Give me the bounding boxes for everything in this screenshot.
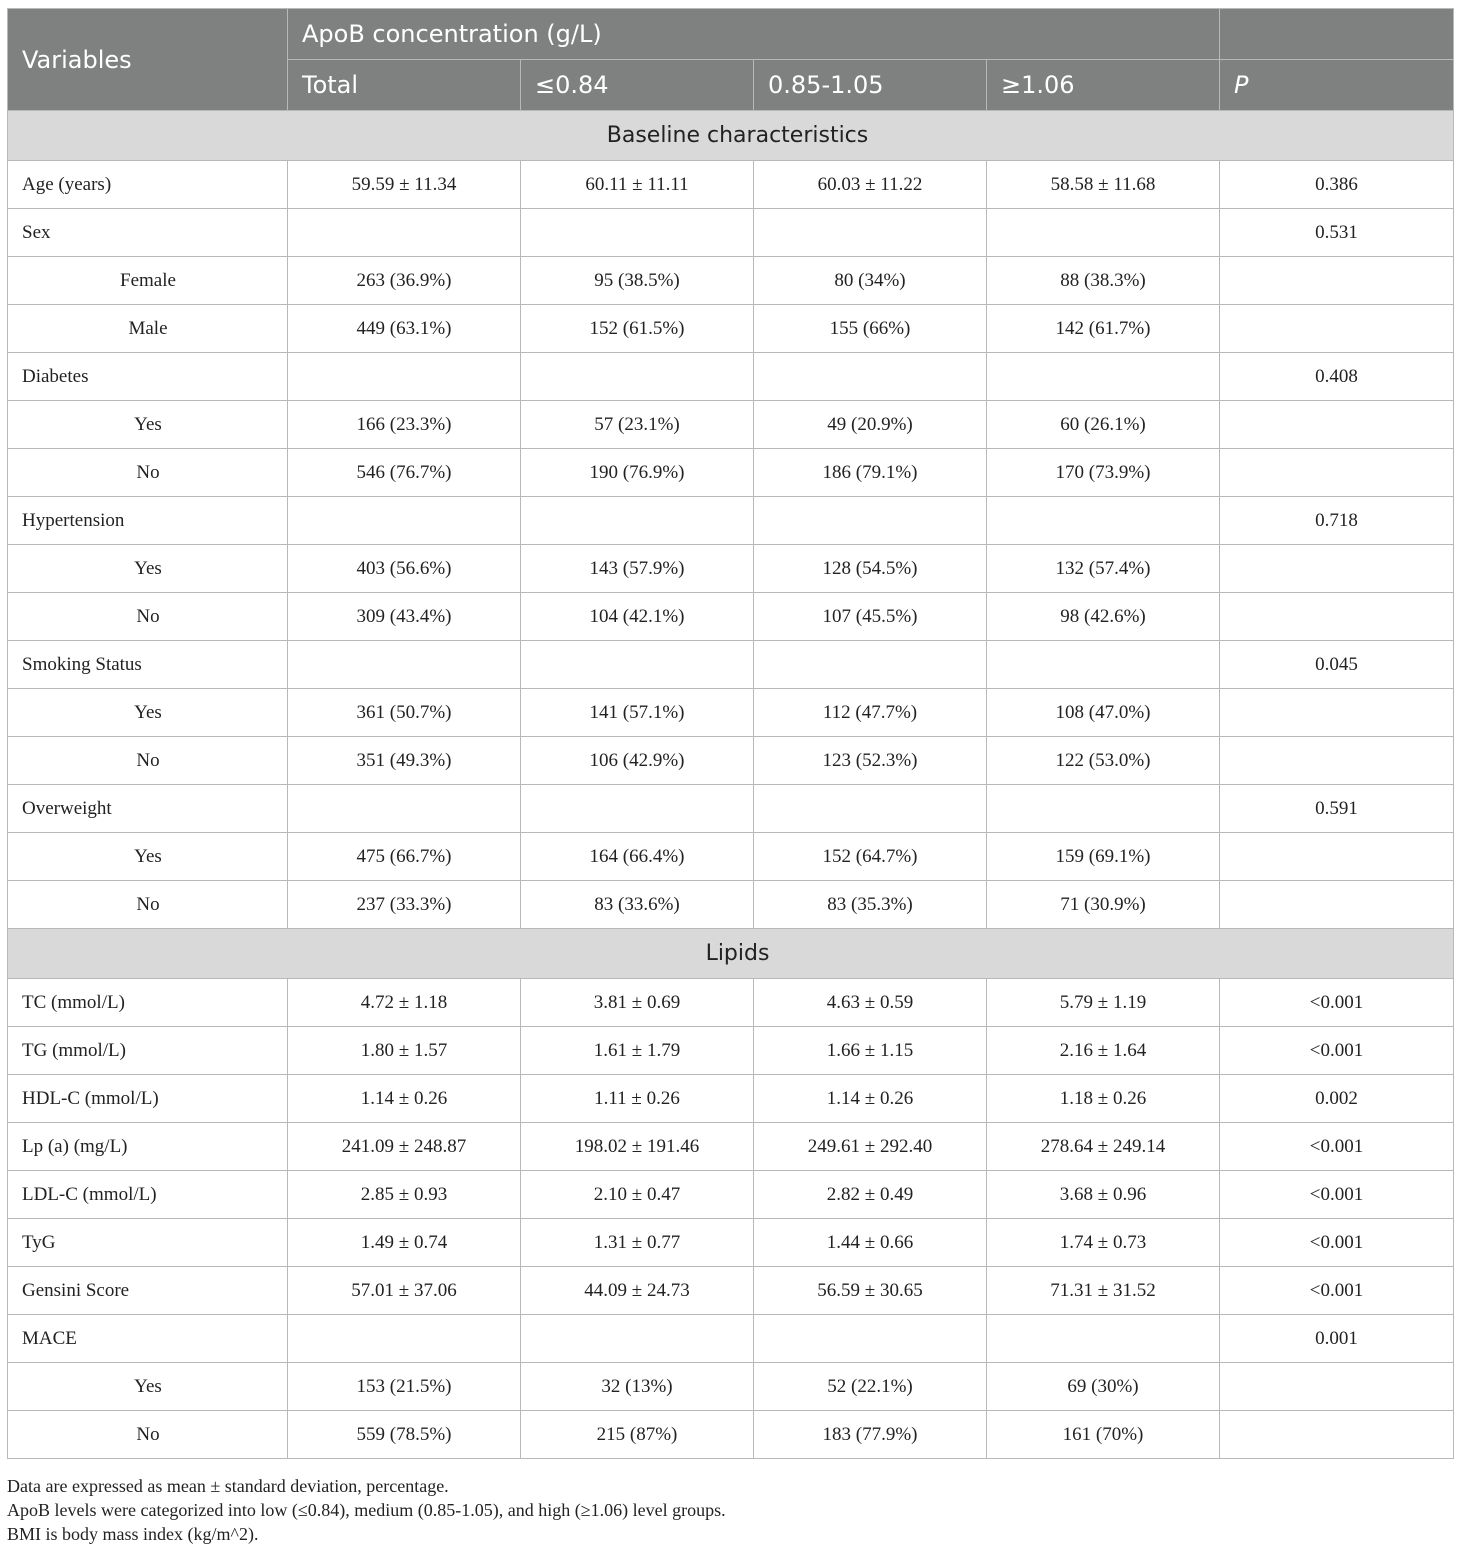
p-value-cell: 0.001: [1220, 1315, 1454, 1363]
value-cell: [521, 1315, 754, 1363]
value-cell: 83 (33.6%): [521, 881, 754, 929]
table-row: [8, 1075, 1454, 1123]
value-cell: 60.11 ± 11.11: [521, 161, 754, 209]
row-sublabel: [8, 449, 288, 497]
table-row: [8, 979, 1454, 1027]
row-label: Smoking Status: [8, 641, 288, 689]
p-value-cell: <0.001: [1220, 1171, 1454, 1219]
value-cell: 190 (76.9%): [521, 449, 754, 497]
value-cell: 1.14 ± 0.26: [754, 1075, 987, 1123]
row-label: Overweight: [8, 785, 288, 833]
table-row: [8, 833, 1454, 881]
value-cell: [288, 1315, 521, 1363]
row-sublabel-text: No: [136, 749, 160, 771]
row-sublabel: [8, 1411, 288, 1459]
table-row: [8, 401, 1454, 449]
value-cell: 309 (43.4%): [288, 593, 521, 641]
table-row: [8, 689, 1454, 737]
value-cell: 71 (30.9%): [987, 881, 1220, 929]
value-cell: 123 (52.3%): [754, 737, 987, 785]
header-variables: Variables: [8, 9, 288, 111]
section-title: Baseline characteristics: [8, 111, 1454, 161]
value-cell: 1.80 ± 1.57: [288, 1027, 521, 1075]
value-cell: 161 (70%): [987, 1411, 1220, 1459]
value-cell: [288, 785, 521, 833]
value-cell: 59.59 ± 11.34: [288, 161, 521, 209]
p-value-cell: [1220, 689, 1454, 737]
table-row: [8, 593, 1454, 641]
value-cell: [987, 785, 1220, 833]
value-cell: 71.31 ± 31.52: [987, 1267, 1220, 1315]
p-value-cell: 0.591: [1220, 785, 1454, 833]
p-value-cell: [1220, 1363, 1454, 1411]
header-blank: [1220, 9, 1454, 60]
p-value-cell: <0.001: [1220, 979, 1454, 1027]
table-row: [8, 1027, 1454, 1075]
value-cell: 166 (23.3%): [288, 401, 521, 449]
row-label: Sex: [8, 209, 288, 257]
note-line: Data are expressed as mean ± standard deviation, percentage.: [7, 1476, 449, 1496]
value-cell: 88 (38.3%): [987, 257, 1220, 305]
row-sublabel: [8, 881, 288, 929]
row-label: Diabetes: [8, 353, 288, 401]
value-cell: [987, 641, 1220, 689]
value-cell: 152 (64.7%): [754, 833, 987, 881]
row-label: MACE: [8, 1315, 288, 1363]
value-cell: 2.82 ± 0.49: [754, 1171, 987, 1219]
table-row: [8, 1123, 1454, 1171]
header-low: ≤0.84: [521, 60, 754, 111]
value-cell: 159 (69.1%): [987, 833, 1220, 881]
value-cell: 57.01 ± 37.06: [288, 1267, 521, 1315]
table-header: [8, 9, 1454, 111]
value-cell: 95 (38.5%): [521, 257, 754, 305]
value-cell: 1.11 ± 0.26: [521, 1075, 754, 1123]
value-cell: [987, 497, 1220, 545]
value-cell: 52 (22.1%): [754, 1363, 987, 1411]
value-cell: 4.72 ± 1.18: [288, 979, 521, 1027]
value-cell: 60.03 ± 11.22: [754, 161, 987, 209]
p-value-cell: <0.001: [1220, 1267, 1454, 1315]
header-group-title: ApoB concentration (g/L): [288, 9, 1220, 60]
row-sublabel-text: Yes: [134, 413, 162, 435]
value-cell: 263 (36.9%): [288, 257, 521, 305]
p-value-cell: [1220, 1411, 1454, 1459]
value-cell: 278.64 ± 249.14: [987, 1123, 1220, 1171]
table-row: [8, 1315, 1454, 1363]
value-cell: 32 (13%): [521, 1363, 754, 1411]
value-cell: 198.02 ± 191.46: [521, 1123, 754, 1171]
row-label: LDL-C (mmol/L): [8, 1171, 288, 1219]
table-row: [8, 737, 1454, 785]
row-sublabel-text: No: [136, 893, 160, 915]
value-cell: 1.49 ± 0.74: [288, 1219, 521, 1267]
value-cell: [521, 353, 754, 401]
table-row: [8, 1363, 1454, 1411]
row-sublabel: [8, 593, 288, 641]
value-cell: [288, 209, 521, 257]
p-value-cell: <0.001: [1220, 1027, 1454, 1075]
value-cell: 83 (35.3%): [754, 881, 987, 929]
row-label: HDL-C (mmol/L): [8, 1075, 288, 1123]
row-sublabel-text: Yes: [134, 701, 162, 723]
p-value-cell: [1220, 593, 1454, 641]
value-cell: 449 (63.1%): [288, 305, 521, 353]
value-cell: 60 (26.1%): [987, 401, 1220, 449]
table-row: [8, 785, 1454, 833]
value-cell: 106 (42.9%): [521, 737, 754, 785]
p-value-cell: 0.718: [1220, 497, 1454, 545]
value-cell: 1.14 ± 0.26: [288, 1075, 521, 1123]
table-row: [8, 161, 1454, 209]
value-cell: 80 (34%): [754, 257, 987, 305]
header-total: Total: [288, 60, 521, 111]
value-cell: [521, 785, 754, 833]
note-line: BMI is body mass index (kg/m^2).: [7, 1524, 259, 1544]
value-cell: 4.63 ± 0.59: [754, 979, 987, 1027]
table-container: [7, 8, 1453, 1459]
value-cell: 141 (57.1%): [521, 689, 754, 737]
row-sublabel: [8, 689, 288, 737]
p-value-cell: 0.408: [1220, 353, 1454, 401]
header-p: P: [1220, 60, 1454, 111]
row-sublabel: [8, 1363, 288, 1411]
table-row: [8, 353, 1454, 401]
p-value-cell: 0.002: [1220, 1075, 1454, 1123]
value-cell: 98 (42.6%): [987, 593, 1220, 641]
row-label: TG (mmol/L): [8, 1027, 288, 1075]
value-cell: 5.79 ± 1.19: [987, 979, 1220, 1027]
value-cell: 2.16 ± 1.64: [987, 1027, 1220, 1075]
value-cell: 44.09 ± 24.73: [521, 1267, 754, 1315]
value-cell: 1.31 ± 0.77: [521, 1219, 754, 1267]
p-value-cell: <0.001: [1220, 1123, 1454, 1171]
row-sublabel-text: No: [136, 461, 160, 483]
value-cell: 112 (47.7%): [754, 689, 987, 737]
row-sublabel: [8, 545, 288, 593]
value-cell: 1.44 ± 0.66: [754, 1219, 987, 1267]
table-row: [8, 305, 1454, 353]
row-label: TC (mmol/L): [8, 979, 288, 1027]
value-cell: 49 (20.9%): [754, 401, 987, 449]
value-cell: [521, 497, 754, 545]
value-cell: 186 (79.1%): [754, 449, 987, 497]
p-value-cell: [1220, 401, 1454, 449]
value-cell: 3.81 ± 0.69: [521, 979, 754, 1027]
table-row: [8, 1219, 1454, 1267]
value-cell: 183 (77.9%): [754, 1411, 987, 1459]
value-cell: 152 (61.5%): [521, 305, 754, 353]
value-cell: [288, 641, 521, 689]
p-value-cell: [1220, 545, 1454, 593]
row-label: Age (years): [8, 161, 288, 209]
value-cell: 215 (87%): [521, 1411, 754, 1459]
section-title: Lipids: [8, 929, 1454, 979]
value-cell: 237 (33.3%): [288, 881, 521, 929]
value-cell: 57 (23.1%): [521, 401, 754, 449]
row-label: Gensini Score: [8, 1267, 288, 1315]
p-value-cell: [1220, 305, 1454, 353]
row-sublabel: [8, 305, 288, 353]
value-cell: [754, 209, 987, 257]
value-cell: [521, 209, 754, 257]
value-cell: [754, 785, 987, 833]
value-cell: 170 (73.9%): [987, 449, 1220, 497]
table-row: [8, 257, 1454, 305]
p-value-cell: 0.531: [1220, 209, 1454, 257]
table-row: [8, 449, 1454, 497]
value-cell: 351 (49.3%): [288, 737, 521, 785]
table-row: [8, 881, 1454, 929]
p-value-cell: [1220, 881, 1454, 929]
p-value-cell: [1220, 257, 1454, 305]
value-cell: [987, 209, 1220, 257]
row-sublabel-text: Yes: [134, 845, 162, 867]
value-cell: 142 (61.7%): [987, 305, 1220, 353]
value-cell: [754, 1315, 987, 1363]
value-cell: 3.68 ± 0.96: [987, 1171, 1220, 1219]
value-cell: 403 (56.6%): [288, 545, 521, 593]
value-cell: 2.85 ± 0.93: [288, 1171, 521, 1219]
value-cell: 104 (42.1%): [521, 593, 754, 641]
p-value-cell: 0.045: [1220, 641, 1454, 689]
value-cell: 475 (66.7%): [288, 833, 521, 881]
p-value-cell: [1220, 737, 1454, 785]
row-sublabel-text: Yes: [134, 1375, 162, 1397]
value-cell: 155 (66%): [754, 305, 987, 353]
row-label: Lp (a) (mg/L): [8, 1123, 288, 1171]
table-row: [8, 497, 1454, 545]
note-line: ApoB levels were categorized into low (≤0.84), medium (0.85-1.05), and high (≥1.06) level groups.: [7, 1500, 726, 1520]
row-sublabel: [8, 401, 288, 449]
table-notes: [7, 1474, 726, 1546]
value-cell: 546 (76.7%): [288, 449, 521, 497]
row-sublabel: [8, 833, 288, 881]
p-value-cell: [1220, 449, 1454, 497]
value-cell: [987, 353, 1220, 401]
value-cell: 58.58 ± 11.68: [987, 161, 1220, 209]
value-cell: 559 (78.5%): [288, 1411, 521, 1459]
row-sublabel-text: Yes: [134, 557, 162, 579]
value-cell: [987, 1315, 1220, 1363]
p-value-cell: <0.001: [1220, 1219, 1454, 1267]
header-medium: 0.85-1.05: [754, 60, 987, 111]
value-cell: 132 (57.4%): [987, 545, 1220, 593]
row-sublabel-text: No: [136, 605, 160, 627]
section-row: [8, 929, 1454, 979]
value-cell: [754, 353, 987, 401]
value-cell: 1.74 ± 0.73: [987, 1219, 1220, 1267]
p-value-cell: [1220, 833, 1454, 881]
value-cell: 69 (30%): [987, 1363, 1220, 1411]
value-cell: 56.59 ± 30.65: [754, 1267, 987, 1315]
value-cell: 1.66 ± 1.15: [754, 1027, 987, 1075]
row-sublabel: [8, 257, 288, 305]
value-cell: [754, 641, 987, 689]
value-cell: 164 (66.4%): [521, 833, 754, 881]
value-cell: [754, 497, 987, 545]
row-sublabel-text: No: [136, 1423, 160, 1445]
row-sublabel: [8, 737, 288, 785]
value-cell: [288, 353, 521, 401]
value-cell: 1.18 ± 0.26: [987, 1075, 1220, 1123]
row-label: TyG: [8, 1219, 288, 1267]
value-cell: 2.10 ± 0.47: [521, 1171, 754, 1219]
p-value-cell: 0.386: [1220, 161, 1454, 209]
value-cell: 107 (45.5%): [754, 593, 987, 641]
value-cell: 122 (53.0%): [987, 737, 1220, 785]
row-sublabel-text: Male: [128, 317, 168, 339]
row-sublabel-text: Female: [120, 269, 176, 291]
value-cell: 153 (21.5%): [288, 1363, 521, 1411]
table-row: [8, 209, 1454, 257]
value-cell: 1.61 ± 1.79: [521, 1027, 754, 1075]
value-cell: 241.09 ± 248.87: [288, 1123, 521, 1171]
row-label: Hypertension: [8, 497, 288, 545]
apob-table: [7, 8, 1454, 1459]
table-row: [8, 545, 1454, 593]
value-cell: 361 (50.7%): [288, 689, 521, 737]
table-row: [8, 1171, 1454, 1219]
table-row: [8, 641, 1454, 689]
table-body: [8, 111, 1454, 1459]
section-row: [8, 111, 1454, 161]
value-cell: 249.61 ± 292.40: [754, 1123, 987, 1171]
header-high: ≥1.06: [987, 60, 1220, 111]
value-cell: 143 (57.9%): [521, 545, 754, 593]
table-row: [8, 1267, 1454, 1315]
value-cell: [288, 497, 521, 545]
value-cell: 128 (54.5%): [754, 545, 987, 593]
table-row: [8, 1411, 1454, 1459]
value-cell: 108 (47.0%): [987, 689, 1220, 737]
value-cell: [521, 641, 754, 689]
